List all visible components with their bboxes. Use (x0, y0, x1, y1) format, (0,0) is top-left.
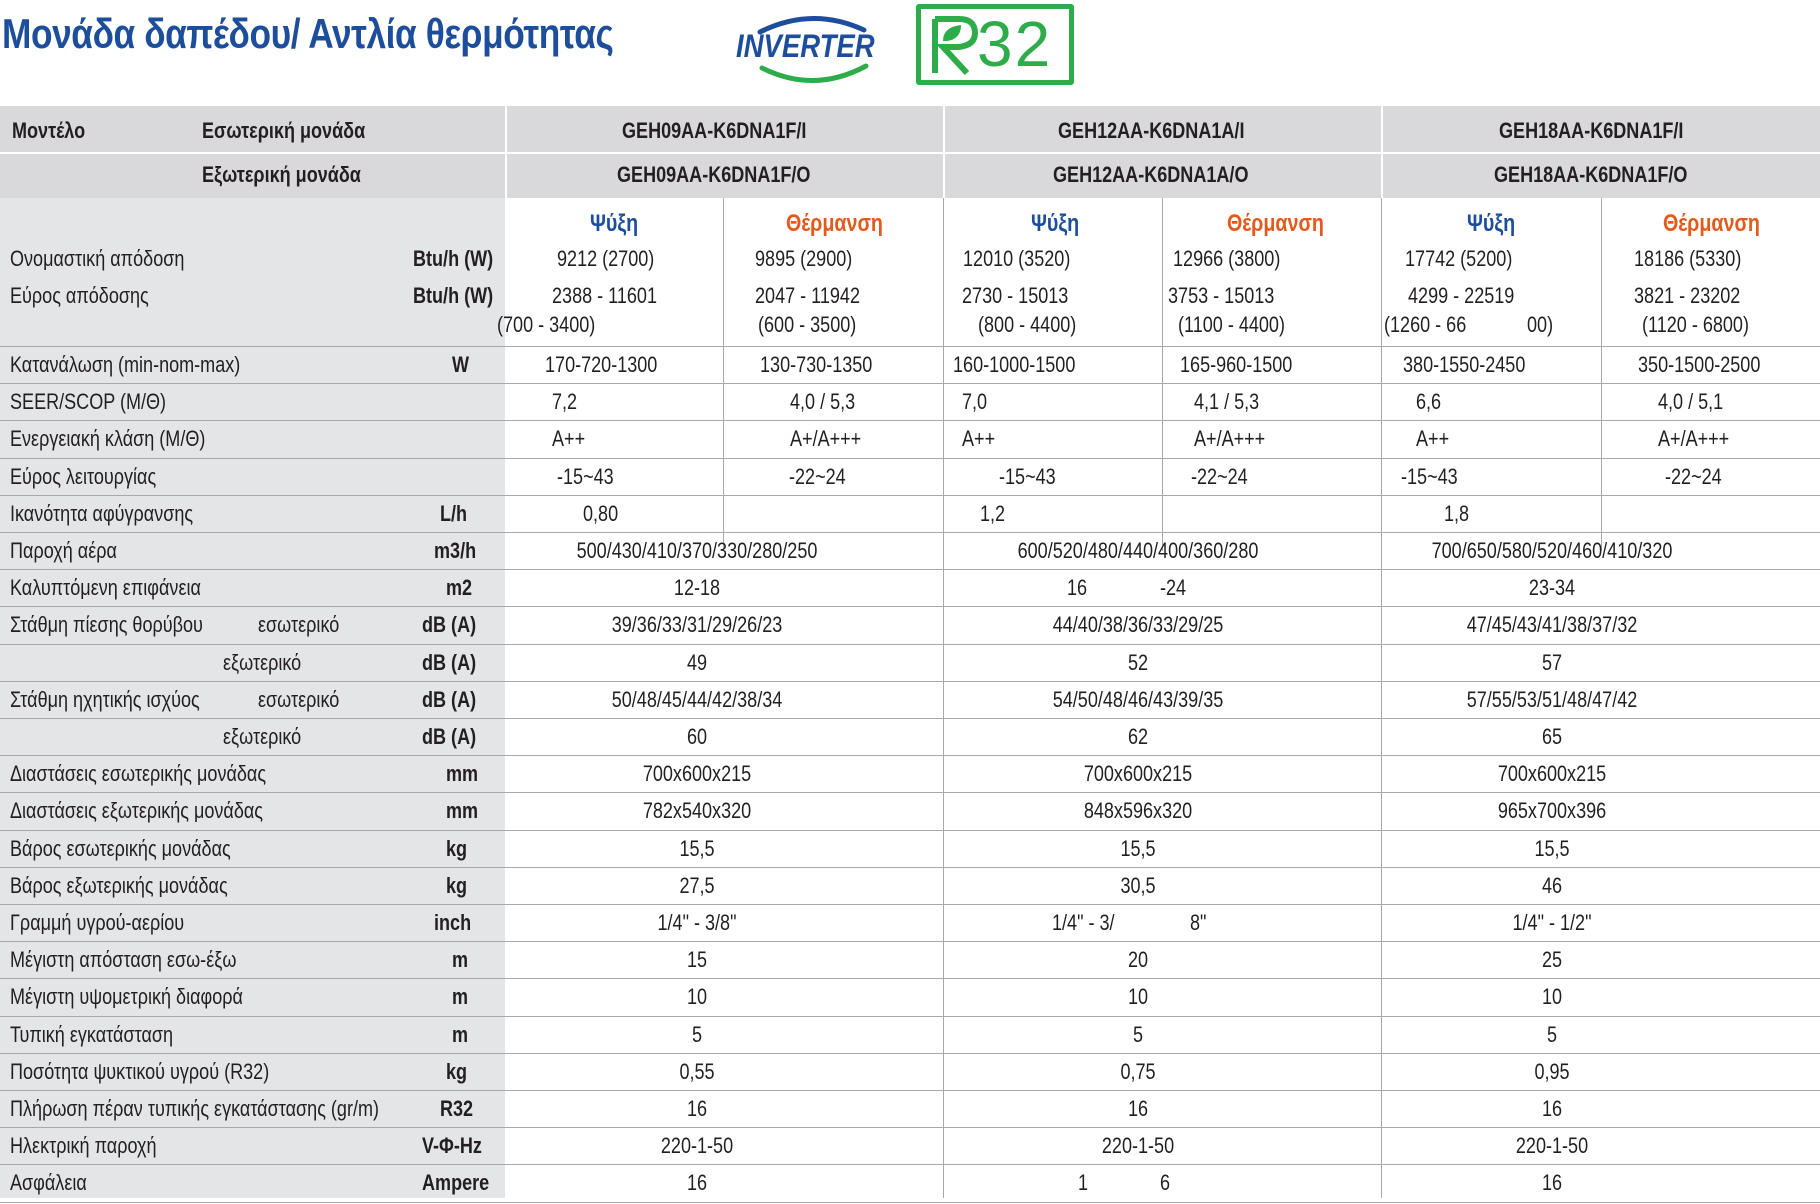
row-label: Παροχή αέρα (10, 538, 117, 563)
value-cell: 44/40/38/36/33/29/25 (1052, 612, 1224, 638)
row-label: Γραμμή υγρού-αερίου (10, 910, 185, 935)
value-cell: 1,2 (980, 500, 1006, 526)
value-cell: 2388 - 11601 (552, 283, 657, 308)
model-outdoor-1: GEH09AA-K6DNA1F/O (617, 162, 811, 187)
model-indoor-2: GEH12AA-K6DNA1A/I (1058, 118, 1245, 143)
value-cell: 16 (686, 1096, 708, 1121)
value-cell: 5 (1132, 1021, 1144, 1047)
value-cell: 16 (1541, 1096, 1563, 1121)
row-divider (0, 867, 1820, 868)
value-cell: A++ (1416, 426, 1450, 452)
row-unit: R32 (440, 1096, 474, 1121)
value-cell: 700/650/580/520/460/410/320 (1431, 538, 1673, 563)
value-cell: A+/A+++ (790, 426, 862, 452)
row-label: Πλήρωση πέραν τυπικής εγκατάστασης (gr/m) (10, 1096, 380, 1121)
model-col-divider (943, 198, 944, 1198)
header-divider (0, 152, 1820, 154)
row-label: Εύρος λειτουργίας (10, 463, 157, 489)
heating-header-3: Θέρμανση (1663, 210, 1760, 237)
model-indoor-1: GEH09AA-K6DNA1F/I (622, 118, 807, 143)
value-cell: 350-1500-2500 (1638, 352, 1761, 377)
value-cell: 18186 (5330) (1634, 246, 1742, 271)
row-divider (0, 1053, 1820, 1054)
row-divider (0, 941, 1820, 942)
row-unit: m (452, 947, 469, 973)
value-cell: 700x600x215 (642, 761, 752, 787)
value-cell: 46 (1541, 872, 1563, 898)
value-cell: (600 - 3500) (758, 312, 857, 337)
row-sublabel: εσωτερικό (258, 686, 340, 712)
cooling-header-1: Ψύξη (590, 210, 639, 237)
row-unit: V-Φ-Hz (422, 1133, 482, 1159)
row-divider (0, 1202, 1820, 1203)
row-label: Εύρος απόδοσης (10, 283, 149, 308)
outdoor-unit-label: Εξωτερική μονάδα (202, 162, 361, 187)
heating-header-2: Θέρμανση (1227, 210, 1324, 237)
row-divider (0, 1090, 1820, 1091)
value-cell: (1120 - 6800) (1642, 312, 1749, 337)
value-cell: A++ (962, 426, 996, 452)
value-cell: 6 (1160, 1170, 1171, 1196)
value-cell: 500/430/410/370/330/280/250 (576, 538, 818, 563)
row-unit: W (452, 352, 470, 377)
row-label: Ποσότητα ψυκτικού υγρού (R32) (10, 1058, 270, 1084)
value-cell: 23-34 (1528, 575, 1576, 601)
value-cell: 60 (686, 724, 708, 749)
model-label: Μοντέλο (12, 118, 86, 143)
value-cell: 57 (1541, 649, 1563, 675)
value-cell: 700x600x215 (1083, 761, 1193, 787)
row-divider (0, 644, 1820, 645)
row-label: Ασφάλεια (10, 1170, 87, 1196)
value-cell: 10 (686, 984, 708, 1010)
row-divider (0, 606, 1820, 607)
cooling-header-2: Ψύξη (1031, 210, 1080, 237)
value-cell: 0,75 (1120, 1058, 1156, 1084)
row-label: Ενεργειακή κλάση (Μ/Θ) (10, 426, 206, 452)
value-cell: 15 (686, 947, 708, 973)
row-divider (0, 495, 1820, 496)
value-cell: 4,0 / 5,1 (1658, 389, 1724, 415)
value-cell: 1/4" - 3/8" (657, 910, 737, 935)
row-divider (0, 1164, 1820, 1165)
value-cell: 170-720-1300 (545, 352, 658, 377)
value-cell: A+/A+++ (1658, 426, 1730, 452)
row-divider (0, 681, 1820, 682)
value-cell: 17742 (5200) (1405, 246, 1513, 271)
value-cell: 220-1-50 (1101, 1133, 1175, 1159)
value-cell: 220-1-50 (660, 1133, 734, 1159)
value-cell: 15,5 (679, 835, 715, 861)
value-cell: 848x596x320 (1083, 798, 1193, 824)
value-cell: 0,80 (583, 500, 619, 526)
value-cell: 12-18 (673, 575, 721, 601)
row-unit: mm (446, 798, 479, 824)
value-cell: 27,5 (679, 872, 715, 898)
value-cell: 2047 - 11942 (755, 283, 860, 308)
model-outdoor-2: GEH12AA-K6DNA1A/O (1053, 162, 1249, 187)
row-label: Ονομαστική απόδοση (10, 246, 185, 271)
row-unit: Ampere (422, 1170, 490, 1196)
value-cell: 16 (1541, 1170, 1563, 1196)
value-cell: 15,5 (1534, 835, 1570, 861)
row-unit: m2 (446, 575, 473, 601)
value-cell: 00) (1527, 312, 1554, 337)
value-cell: 16 (1067, 575, 1088, 601)
value-cell: 20 (1127, 947, 1149, 973)
model-indoor-3: GEH18AA-K6DNA1F/I (1499, 118, 1684, 143)
r32-logo (916, 4, 1074, 85)
row-sublabel: εξωτερικό (223, 724, 302, 749)
value-cell: 12010 (3520) (963, 246, 1071, 271)
value-cell: 782x540x320 (642, 798, 752, 824)
row-unit: kg (446, 1058, 468, 1084)
value-cell: 4299 - 22519 (1408, 283, 1515, 308)
value-cell: (800 - 4400) (978, 312, 1077, 337)
value-cell: 49 (686, 649, 708, 675)
row-unit: inch (434, 910, 472, 935)
value-cell: 600/520/480/440/400/360/280 (1017, 538, 1259, 563)
indoor-unit-label: Εσωτερική μονάδα (202, 118, 366, 143)
value-cell: 54/50/48/46/43/39/35 (1052, 686, 1224, 712)
header-col-divider (1381, 106, 1383, 198)
row-divider (0, 755, 1820, 756)
row-label: Διαστάσεις εσωτερικής μονάδας (10, 761, 267, 787)
inverter-logo-text: INVERTER (736, 28, 875, 64)
value-cell: 5 (691, 1021, 703, 1047)
value-cell: 0,55 (679, 1058, 715, 1084)
value-cell: 700x600x215 (1497, 761, 1607, 787)
row-label: Στάθμη ηχητικής ισχύος (10, 686, 200, 712)
mode-col-divider (1162, 495, 1163, 532)
row-label: Μέγιστη απόσταση εσω-έξω (10, 947, 237, 973)
header-col-divider (943, 106, 945, 198)
mode-col-divider (1601, 495, 1602, 532)
row-label: SEER/SCOP (Μ/Θ) (10, 389, 167, 415)
value-cell: 65 (1541, 724, 1563, 749)
row-label: Διαστάσεις εξωτερικής μονάδας (10, 798, 264, 824)
row-divider (0, 532, 1820, 533)
value-cell: -22~24 (1665, 463, 1722, 489)
value-cell: -22~24 (1191, 463, 1248, 489)
value-cell: 5 (1546, 1021, 1558, 1047)
model-col-divider (1381, 198, 1382, 1198)
value-cell: 16 (686, 1170, 708, 1196)
row-sublabel: εσωτερικό (258, 612, 340, 638)
value-cell: 4,1 / 5,3 (1194, 389, 1260, 415)
row-unit: m (452, 984, 469, 1010)
page-header (0, 0, 1820, 100)
value-cell: 3753 - 15013 (1168, 283, 1275, 308)
inverter-logo (732, 12, 894, 86)
row-divider (0, 420, 1820, 421)
row-unit: Btu/h (W) (413, 246, 494, 271)
heating-header-1: Θέρμανση (786, 210, 883, 237)
row-divider (0, 569, 1820, 570)
row-unit: kg (446, 872, 468, 898)
value-cell: 380-1550-2450 (1403, 352, 1526, 377)
value-cell: 57/55/53/51/48/47/42 (1466, 686, 1638, 712)
value-cell: 965x700x396 (1497, 798, 1607, 824)
value-cell: 3821 - 23202 (1634, 283, 1741, 308)
row-divider (0, 978, 1820, 979)
row-unit: dB (A) (422, 612, 477, 638)
value-cell: 1/4" - 1/2" (1512, 910, 1592, 935)
value-cell: 4,0 / 5,3 (790, 389, 856, 415)
value-cell: 0,95 (1534, 1058, 1570, 1084)
value-cell: 52 (1127, 649, 1149, 675)
value-cell: -15~43 (1401, 463, 1458, 489)
label-col-edge (505, 198, 507, 1198)
value-cell: 165-960-1500 (1180, 352, 1293, 377)
r32-leaf-icon (929, 13, 979, 77)
value-cell: (700 - 3400) (497, 312, 596, 337)
row-unit: dB (A) (422, 724, 477, 749)
value-cell: (1260 - 66 (1384, 312, 1467, 337)
value-cell: 62 (1127, 724, 1149, 749)
value-cell: 130-730-1350 (760, 352, 873, 377)
value-cell: 7,0 (962, 389, 988, 415)
value-cell: 10 (1127, 984, 1149, 1010)
row-unit: m (452, 1021, 469, 1047)
row-label: Τυπική εγκατάσταση (10, 1021, 174, 1047)
mode-col-divider (723, 495, 724, 532)
row-divider (0, 383, 1820, 384)
row-divider (0, 346, 1820, 347)
model-outdoor-3: GEH18AA-K6DNA1F/O (1494, 162, 1688, 187)
row-unit: Btu/h (W) (413, 283, 494, 308)
value-cell: 1 (1078, 1170, 1089, 1196)
row-unit: mm (446, 761, 479, 787)
row-divider (0, 792, 1820, 793)
row-label: Ικανότητα αφύγρανσης (10, 500, 194, 526)
row-divider (0, 1016, 1820, 1017)
value-cell: 15,5 (1120, 835, 1156, 861)
row-divider (0, 904, 1820, 905)
row-label: Κατανάλωση (min-nom-max) (10, 352, 241, 377)
value-cell: 12966 (3800) (1173, 246, 1281, 271)
value-cell: 10 (1541, 984, 1563, 1010)
value-cell: 7,2 (552, 389, 578, 415)
row-unit: dB (A) (422, 649, 477, 675)
row-divider (0, 830, 1820, 831)
row-unit: m3/h (434, 538, 477, 563)
value-cell: A+/A+++ (1194, 426, 1266, 452)
row-label: Στάθμη πίεσης θορύβου (10, 612, 203, 638)
row-divider (0, 718, 1820, 719)
header-col-divider (505, 106, 507, 198)
row-divider (0, 458, 1820, 459)
value-cell: 1,8 (1444, 500, 1470, 526)
value-cell: 16 (1127, 1096, 1149, 1121)
r32-logo-text: 32 (977, 8, 1053, 80)
row-unit: L/h (440, 500, 468, 526)
row-label: Μέγιστη υψομετρική διαφορά (10, 984, 243, 1010)
row-divider (0, 1127, 1820, 1128)
value-cell: (1100 - 4400) (1178, 312, 1285, 337)
row-unit: dB (A) (422, 686, 477, 712)
value-cell: 1/4" - 3/ (1052, 910, 1115, 935)
value-cell: -24 (1160, 575, 1187, 601)
value-cell: 220-1-50 (1515, 1133, 1589, 1159)
row-unit: kg (446, 835, 468, 861)
value-cell: 2730 - 15013 (962, 283, 1069, 308)
row-sublabel: εξωτερικό (223, 649, 302, 675)
row-label: Ηλεκτρική παροχή (10, 1133, 157, 1159)
value-cell: 25 (1541, 947, 1563, 973)
value-cell: 9895 (2900) (755, 246, 853, 271)
value-cell: 30,5 (1120, 872, 1156, 898)
value-cell: 39/36/33/31/29/26/23 (611, 612, 783, 638)
value-cell: A++ (552, 426, 586, 452)
cooling-header-3: Ψύξη (1467, 210, 1516, 237)
value-cell: 9212 (2700) (557, 246, 655, 271)
value-cell: -15~43 (557, 463, 614, 489)
value-cell: -15~43 (999, 463, 1056, 489)
value-cell: 8" (1190, 910, 1207, 935)
value-cell: 160-1000-1500 (953, 352, 1076, 377)
row-label: Βάρος εσωτερικής μονάδας (10, 835, 231, 861)
value-cell: 47/45/43/41/38/37/32 (1466, 612, 1638, 638)
value-cell: -22~24 (789, 463, 846, 489)
row-label: Βάρος εξωτερικής μονάδας (10, 872, 228, 898)
page-title: Μονάδα δαπέδου/ Αντλία θερμότητας (2, 10, 614, 57)
row-label: Καλυπτόμενη επιφάνεια (10, 575, 201, 601)
value-cell: 50/48/45/44/42/38/34 (611, 686, 783, 712)
value-cell: 6,6 (1416, 389, 1442, 415)
